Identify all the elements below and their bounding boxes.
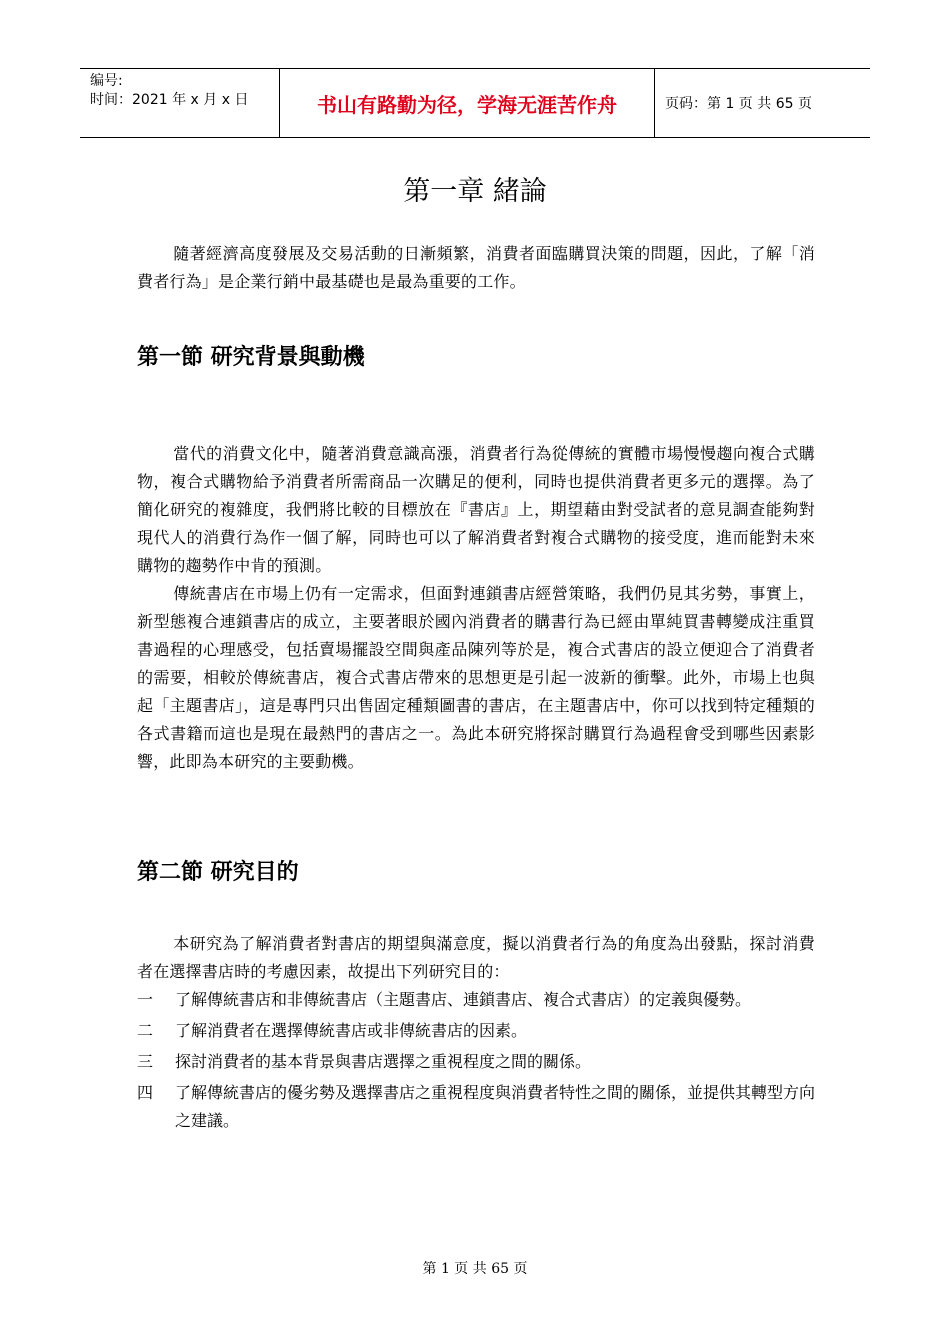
page-footer: 第 1 页 共 65 页 [422, 1261, 528, 1277]
header-meta [80, 69, 280, 137]
list-item-number: 一 [137, 990, 154, 1009]
list-item [137, 1017, 815, 1045]
section2-title: 第二節 研究目的 [137, 860, 299, 885]
list-item [137, 1079, 815, 1135]
header-page-label: 页码：第 1 页 共 65 页 [665, 96, 812, 112]
list-item-text: 了解傳統書店和非傳統書店（主題書店、連鎖書店、複合式書店）的定義與優勢。 [175, 990, 752, 1009]
list-item-number: 三 [137, 1052, 154, 1071]
section2-heading-wrap [137, 855, 815, 891]
list-item-text: 了解傳統書店的優劣勢及選擇書店之重視程度與消費者特性之間的關係，並提供其轉型方向之建議。 [175, 1083, 816, 1130]
header-motto: 书山有路勤为径，学海无涯苦作舟 [280, 69, 655, 137]
section1-paragraph: 傳統書店在市場上仍有一定需求，但面對連鎖書店經營策略，我們仍見其劣勢，事實上，新型態複合連鎖書店的成立，主要著眼於國內消費者的購書行為已經由單純買書轉變成注重買書過程的心理感受，包括賣場擺設空間與產品陳列等於是，複合式書店的設立便迎合了消費者的需要，相較於傳統書店，複合式書店帶來的思想更是引起一波新的衝擊。此外，市場上也與起「主題書店」，這是專門只出售固定種類圖書的書店，在主題書店中，你可以找到特定種類的各式書籍而這也是現在最熱門的書店之一。為此本研究將探討購買行為過程會受到哪些因素影響，此即為本研究的主要動機。 [137, 584, 815, 771]
page-header [80, 68, 870, 138]
list-item [137, 986, 815, 1014]
intro-paragraph: 隨著經濟高度發展及交易活動的日漸頻繁，消費者面臨購買決策的問題，因此，了解「消費者行為」是企業行銷中最基礎也是最為重要的工作。 [137, 244, 815, 291]
list-item [137, 1048, 815, 1076]
list-item-text: 探討消費者的基本背景與書店選擇之重視程度之間的關係。 [175, 1052, 592, 1071]
section1-title: 第一節 研究背景與動機 [137, 345, 365, 370]
document-date-label: 时间：2021 年 x 月 x 日 [90, 92, 249, 108]
section2-intro: 本研究為了解消費者對書店的期望與滿意度，擬以消費者行為的角度為出發點，探討消費者在選擇書店時的考慮因素，故提出下列研究目的： [137, 934, 815, 981]
document-number-label: 编号: [90, 73, 123, 89]
objectives-list [137, 986, 815, 1138]
list-item-number: 四 [137, 1083, 154, 1102]
chapter-title: 第一章 緒論 [403, 176, 547, 207]
section1-body [137, 440, 815, 776]
intro-section [137, 240, 815, 296]
section2-body [137, 930, 815, 986]
list-item-text: 了解消費者在選擇傳統書店或非傳統書店的因素。 [175, 1021, 528, 1040]
section1-paragraph: 當代的消費文化中，隨著消費意識高漲，消費者行為從傳統的實體市場慢慢趨向複合式購物，複合式購物給予消費者所需商品一次購足的便利，同時也提供消費者更多元的選擇。為了簡化研究的複雜度，我們將比較的目標放在『書店』上，期望藉由對受試者的意見調查能夠對現代人的消費行為作一個了解，同時也可以了解消費者對複合式購物的接受度，進而能對未來購物的趨勢作中肯的預測。 [137, 444, 815, 575]
section1-heading-wrap [137, 340, 815, 376]
list-item-number: 二 [137, 1021, 154, 1040]
